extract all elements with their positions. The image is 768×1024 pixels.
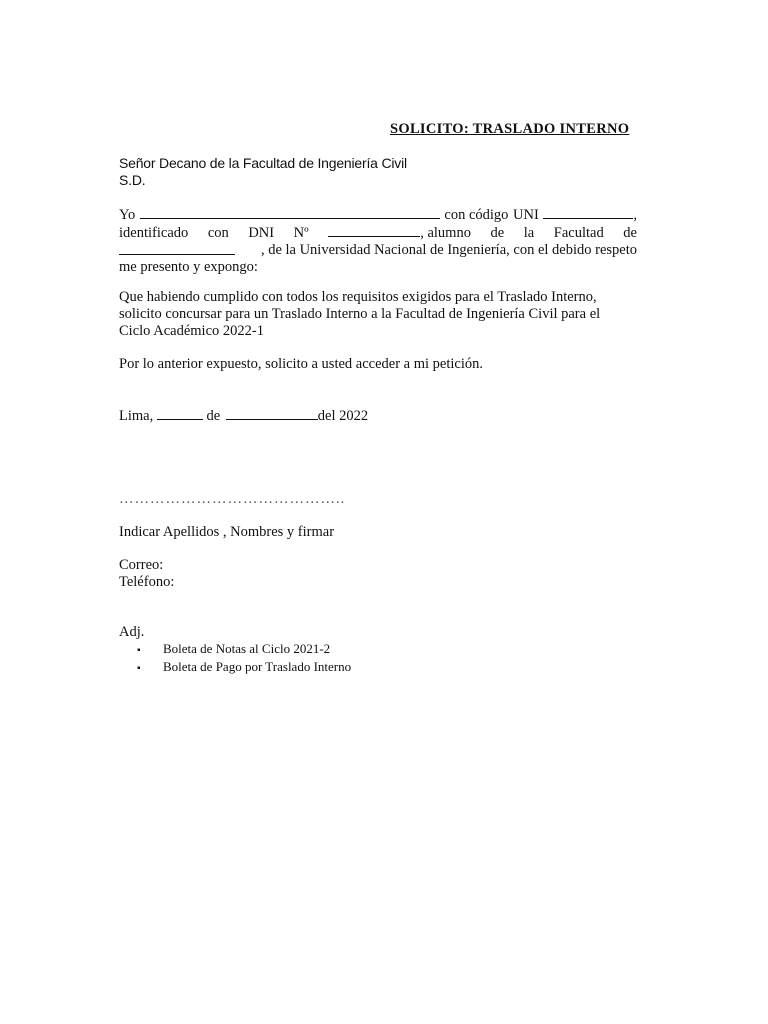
addressee: Señor Decano de la Facultad de Ingeniería Civil	[119, 155, 407, 171]
date-de-text: de	[206, 408, 221, 424]
day-blank[interactable]	[157, 407, 203, 420]
request-line-2: solicito concursar para un Traslado Interno a la Facultad de Ingeniería Civil para el	[119, 306, 601, 322]
code-blank[interactable]	[543, 206, 633, 219]
closing-paragraph: Por lo anterior expuesto, solicito a usted acceder a mi petición.	[119, 356, 483, 372]
bullet-icon: ▪	[137, 645, 141, 656]
signature-instruction: Indicar Apellidos , Nombres y firmar	[119, 524, 335, 540]
presento-text: me presento y expongo:	[119, 259, 258, 275]
request-line-3: Ciclo Académico 2022-1	[119, 323, 264, 339]
intro-line-3	[119, 242, 637, 259]
name-blank[interactable]	[140, 206, 440, 219]
month-blank[interactable]	[226, 407, 318, 420]
con-codigo-text: con código	[444, 207, 509, 223]
telefono-label: Teléfono:	[119, 574, 175, 590]
year-text: del 2022	[317, 408, 369, 424]
intro-line-1	[119, 206, 637, 224]
intro-paragraph	[119, 206, 637, 276]
de-text: de	[490, 225, 505, 241]
facultad-blank[interactable]	[119, 242, 235, 255]
salutation: S.D.	[119, 172, 146, 188]
uni-text: UNI	[513, 207, 539, 223]
identificado-text: identificado	[119, 225, 189, 241]
yo-text: Yo	[119, 207, 136, 223]
date-line	[119, 407, 637, 425]
adjunto-1: Boleta de Notas al Ciclo 2021-2	[163, 641, 331, 656]
lima-text: Lima,	[119, 408, 154, 424]
comma-text: ,	[633, 207, 637, 223]
dni-blank[interactable]	[328, 224, 420, 237]
de2-text: de	[623, 225, 637, 241]
list-item	[137, 659, 351, 677]
request-paragraph	[119, 289, 637, 340]
bullet-icon: ▪	[137, 662, 141, 674]
adjuntos-list	[137, 641, 351, 676]
numero-text: Nº	[293, 225, 309, 241]
facultad-text: Facultad	[553, 225, 604, 241]
addressee-block	[119, 155, 637, 189]
adjunto-2: Boleta de Pago por Traslado Interno	[163, 658, 352, 674]
adjuntos-label: Adj.	[119, 624, 145, 640]
intro-line-2	[119, 224, 637, 242]
universidad-text: , de la Universidad Nacional de Ingeniería, con el debido respeto	[260, 242, 637, 258]
la-text: la	[523, 225, 535, 241]
document-title: SOLICITO: TRASLADO INTERNO	[390, 121, 630, 137]
correo-label: Correo:	[119, 557, 164, 573]
dni-text: DNI	[248, 225, 275, 241]
contact-block	[119, 557, 637, 591]
con-text: con	[207, 225, 229, 241]
request-line-1: Que habiendo cumplido con todos los requisitos exigidos para el Traslado Interno,	[119, 289, 597, 305]
list-item	[137, 641, 351, 659]
alumno-text: , alumno	[420, 225, 471, 241]
signature-dots[interactable]: ……………………………………..	[119, 491, 346, 507]
